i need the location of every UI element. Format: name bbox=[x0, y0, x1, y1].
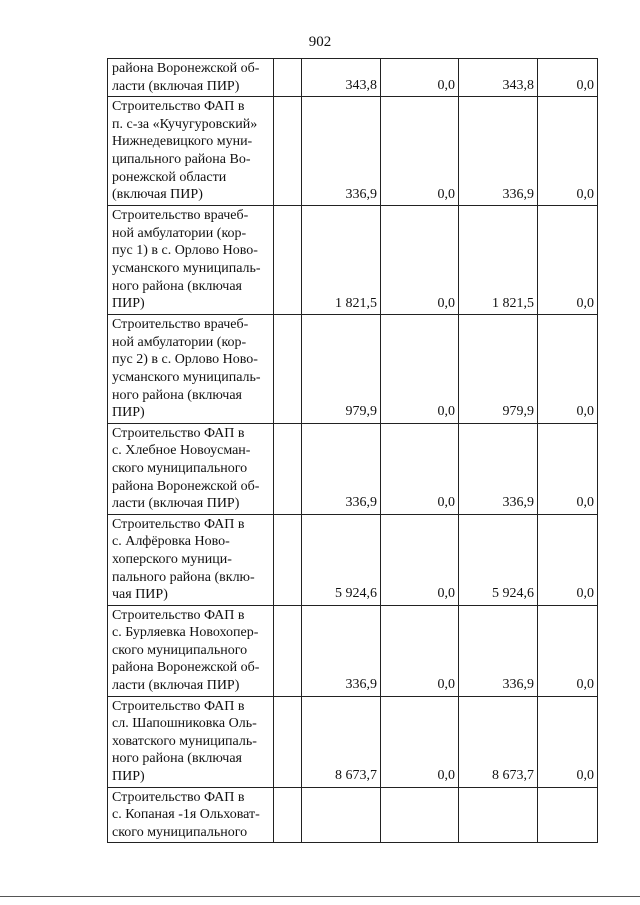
object-name-line: усманского муниципаль- bbox=[112, 260, 261, 276]
object-name-line: с. Хлебное Новоусман- bbox=[112, 443, 251, 459]
object-name-line: чая ПИР) bbox=[112, 587, 168, 603]
object-name-line: п. с-за «Кучугуровский» bbox=[112, 116, 258, 132]
object-name-line: с. Алфёровка Ново- bbox=[112, 534, 230, 550]
value-cell-4: 336,9 bbox=[459, 423, 538, 514]
object-name-line: Строительство ФАП в bbox=[112, 698, 245, 714]
object-name-line: ласти (включая ПИР) bbox=[112, 78, 240, 94]
object-name-line: ховатского муниципаль- bbox=[112, 733, 257, 749]
object-name-cell bbox=[108, 787, 274, 843]
object-name-line: Строительство ФАП в bbox=[112, 516, 245, 532]
object-name-line: ского муниципального bbox=[112, 824, 248, 840]
table-row bbox=[108, 59, 598, 97]
value-cell-5 bbox=[538, 787, 598, 843]
value-cell-4 bbox=[459, 787, 538, 843]
value-cell-3: 0,0 bbox=[381, 315, 459, 424]
table-row bbox=[108, 206, 598, 315]
value-cell-2: 1 821,5 bbox=[302, 206, 381, 315]
object-name-cell bbox=[108, 59, 274, 97]
object-name-line: Строительство ФАП в bbox=[112, 607, 245, 623]
value-cell-3: 0,0 bbox=[381, 97, 459, 206]
value-cell-1 bbox=[274, 423, 302, 514]
value-cell-1 bbox=[274, 59, 302, 97]
value-cell-4: 1 821,5 bbox=[459, 206, 538, 315]
table-body bbox=[108, 59, 598, 843]
object-name-cell bbox=[108, 97, 274, 206]
object-name-line: ронежской области bbox=[112, 169, 227, 185]
value-cell-5: 0,0 bbox=[538, 514, 598, 605]
value-cell-2: 5 924,6 bbox=[302, 514, 381, 605]
object-name-cell bbox=[108, 206, 274, 315]
value-cell-2: 336,9 bbox=[302, 605, 381, 696]
table-row bbox=[108, 97, 598, 206]
value-cell-3: 0,0 bbox=[381, 696, 459, 787]
value-cell-2: 336,9 bbox=[302, 97, 381, 206]
value-cell-1 bbox=[274, 696, 302, 787]
value-cell-5: 0,0 bbox=[538, 315, 598, 424]
object-name-line: с. Бурляевка Новохопер- bbox=[112, 625, 259, 641]
object-name-line: хоперского муници- bbox=[112, 551, 232, 567]
object-name-line: ласти (включая ПИР) bbox=[112, 678, 240, 694]
table-row bbox=[108, 315, 598, 424]
object-name-line: (включая ПИР) bbox=[112, 187, 203, 203]
value-cell-4: 336,9 bbox=[459, 97, 538, 206]
object-name-line: ПИР) bbox=[112, 405, 145, 421]
table-row bbox=[108, 605, 598, 696]
object-name-line: ПИР) bbox=[112, 296, 145, 312]
object-name-cell bbox=[108, 605, 274, 696]
table-row bbox=[108, 787, 598, 843]
value-cell-4: 5 924,6 bbox=[459, 514, 538, 605]
value-cell-3: 0,0 bbox=[381, 59, 459, 97]
value-cell-5: 0,0 bbox=[538, 696, 598, 787]
object-name-line: пус 1) в с. Орлово Ново- bbox=[112, 243, 258, 259]
value-cell-2: 336,9 bbox=[302, 423, 381, 514]
value-cell-4: 979,9 bbox=[459, 315, 538, 424]
object-name-cell bbox=[108, 423, 274, 514]
value-cell-1 bbox=[274, 97, 302, 206]
value-cell-1 bbox=[274, 315, 302, 424]
object-name-line: сл. Шапошниковка Оль- bbox=[112, 716, 257, 732]
object-name-line: пус 2) в с. Орлово Ново- bbox=[112, 352, 258, 368]
object-name-line: ного района (включая bbox=[112, 387, 242, 403]
value-cell-5: 0,0 bbox=[538, 605, 598, 696]
object-name-line: с. Копаная -1я Ольховат- bbox=[112, 807, 260, 823]
value-cell-3 bbox=[381, 787, 459, 843]
object-name-line: пального района (вклю- bbox=[112, 569, 255, 585]
value-cell-3: 0,0 bbox=[381, 605, 459, 696]
object-name-line: ципального района Во- bbox=[112, 151, 251, 167]
object-name-line: района Воронежской об- bbox=[112, 61, 260, 76]
object-name-line: района Воронежской об- bbox=[112, 478, 260, 494]
value-cell-1 bbox=[274, 206, 302, 315]
object-name-line: Строительство ФАП в bbox=[112, 99, 245, 115]
object-name-line: ласти (включая ПИР) bbox=[112, 496, 240, 512]
object-name-line: усманского муниципаль- bbox=[112, 369, 261, 385]
value-cell-5: 0,0 bbox=[538, 423, 598, 514]
object-name-line: ского муниципального bbox=[112, 642, 248, 658]
object-name-line: Строительство ФАП в bbox=[112, 789, 245, 805]
value-cell-2: 343,8 bbox=[302, 59, 381, 97]
object-name-line: Строительство врачеб- bbox=[112, 317, 249, 333]
value-cell-1 bbox=[274, 787, 302, 843]
object-name-line: Нижнедевицкого муни- bbox=[112, 134, 253, 150]
object-name-line: ского муниципального bbox=[112, 460, 248, 476]
budget-table bbox=[107, 58, 598, 843]
value-cell-1 bbox=[274, 514, 302, 605]
object-name-line: ного района (включая bbox=[112, 751, 242, 767]
value-cell-4: 336,9 bbox=[459, 605, 538, 696]
value-cell-4: 8 673,7 bbox=[459, 696, 538, 787]
object-name-cell bbox=[108, 315, 274, 424]
object-name-cell bbox=[108, 514, 274, 605]
value-cell-5: 0,0 bbox=[538, 97, 598, 206]
object-name-line: ПИР) bbox=[112, 769, 145, 785]
page-number: 902 bbox=[308, 34, 332, 50]
value-cell-3: 0,0 bbox=[381, 514, 459, 605]
value-cell-5: 0,0 bbox=[538, 59, 598, 97]
object-name-line: ной амбулатории (кор- bbox=[112, 334, 247, 350]
value-cell-3: 0,0 bbox=[381, 206, 459, 315]
value-cell-5: 0,0 bbox=[538, 206, 598, 315]
object-name-line: ной амбулатории (кор- bbox=[112, 225, 247, 241]
value-cell-3: 0,0 bbox=[381, 423, 459, 514]
object-name-line: района Воронежской об- bbox=[112, 660, 260, 676]
table-row bbox=[108, 514, 598, 605]
object-name-cell bbox=[108, 696, 274, 787]
object-name-line: Строительство врачеб- bbox=[112, 208, 249, 224]
value-cell-2 bbox=[302, 787, 381, 843]
object-name-line: Строительство ФАП в bbox=[112, 425, 245, 441]
value-cell-2: 979,9 bbox=[302, 315, 381, 424]
table-row bbox=[108, 423, 598, 514]
table-row bbox=[108, 696, 598, 787]
value-cell-2: 8 673,7 bbox=[302, 696, 381, 787]
object-name-line: ного района (включая bbox=[112, 278, 242, 294]
value-cell-1 bbox=[274, 605, 302, 696]
footer-rule bbox=[0, 896, 640, 897]
value-cell-4: 343,8 bbox=[459, 59, 538, 97]
